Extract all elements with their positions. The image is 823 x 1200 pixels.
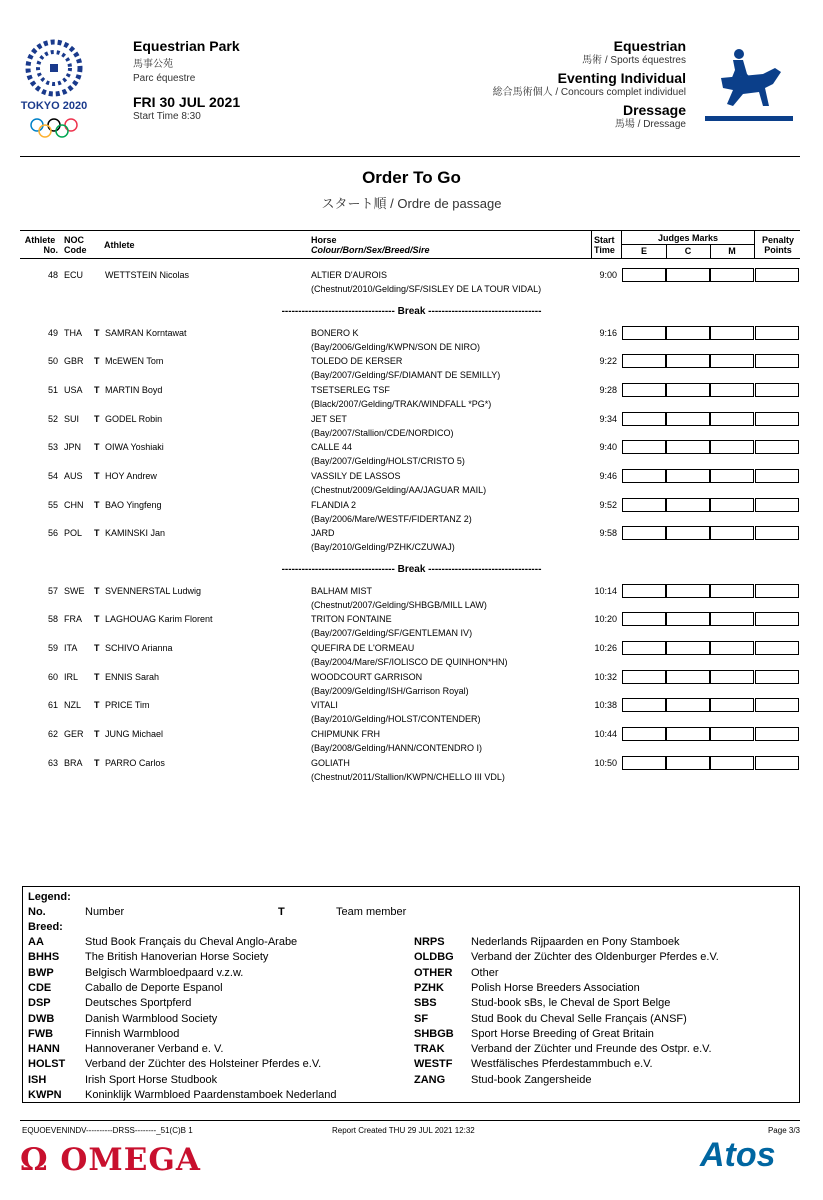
col-divider-start [591, 230, 592, 258]
judge-c-mark-box[interactable] [666, 354, 710, 368]
judge-c-mark-box[interactable] [666, 670, 710, 684]
start-time: 9:16 [599, 328, 617, 338]
judge-e-mark-box[interactable] [622, 670, 666, 684]
athlete-name: HOY Andrew [105, 471, 157, 481]
team-member-flag: T [94, 528, 100, 538]
legend-breed-description: Stud Book du Cheval Selle Français (ANSF) [471, 1012, 687, 1025]
legend-breed-description: Stud-book Zangersheide [471, 1073, 592, 1086]
legend-breed-code: WESTF [414, 1058, 453, 1071]
legend-breed-description: Verband der Züchter des Oldenburger Pferdes e.V. [471, 951, 719, 964]
sport-sub: 馬術 / Sports équestres [582, 55, 686, 66]
noc-code: POL [64, 528, 83, 538]
start-time: 9:28 [599, 385, 617, 395]
judge-m-mark-box[interactable] [710, 440, 754, 454]
col-athlete-no: Athlete No. [24, 235, 58, 255]
penalty-points-box[interactable] [755, 326, 799, 340]
judge-e-mark-box[interactable] [622, 412, 666, 426]
legend-breed-code: SHBGB [414, 1027, 454, 1040]
horse-details: (Chestnut/2011/Stallion/KWPN/CHELLO III VDL) [311, 772, 505, 782]
team-member-flag: T [94, 442, 100, 452]
break-separator: ---------------------------------- Break ---------------------------------- [281, 564, 542, 575]
omega-logo [20, 1142, 201, 1178]
horse-name: JET SET [311, 414, 347, 424]
legend-breed-description: Westfälisches Pferdestammbuch e.V. [471, 1058, 653, 1071]
event-name: Eventing Individual [557, 70, 686, 86]
judge-c-mark-box[interactable] [666, 641, 710, 655]
athlete-no: 48 [47, 270, 58, 280]
horse-details: (Chestnut/2009/Gelding/AA/JAGUAR MAIL) [311, 485, 487, 495]
legend-breed-description: Nederlands Rijpaarden en Pony Stamboek [471, 936, 680, 948]
equestrian-pictogram-icon [703, 44, 795, 124]
athlete-no: 58 [47, 614, 58, 624]
judge-m-mark-box[interactable] [710, 584, 754, 598]
noc-code: JPN [64, 442, 82, 452]
page-title: Order To Go [362, 168, 461, 187]
judge-m-mark-box[interactable] [710, 612, 754, 626]
team-member-flag: T [94, 385, 100, 395]
penalty-points-box[interactable] [755, 727, 799, 741]
athlete-name: JUNG Michael [105, 729, 164, 739]
penalty-points-box[interactable] [755, 469, 799, 483]
legend-breed-code: CDE [28, 981, 52, 994]
athlete-no: 55 [47, 500, 58, 510]
athlete-name: OIWA Yoshiaki [105, 442, 164, 452]
noc-code: FRA [64, 614, 82, 624]
legend-no-value: Number [85, 906, 125, 918]
judge-m-mark-box[interactable] [710, 727, 754, 741]
judge-e-mark-box[interactable] [622, 526, 666, 540]
legend-breed-description: Verband der Züchter des Holsteiner Pferdes e.V. [85, 1058, 322, 1071]
noc-code: THA [64, 328, 82, 338]
legend-breed-title: Breed: [28, 921, 63, 933]
event-date: FRI 30 JUL 2021 [133, 94, 241, 110]
legend-breed-code: DSP [28, 997, 51, 1010]
athlete-name: BAO Yingfeng [105, 500, 162, 510]
athlete-name: McEWEN Tom [105, 356, 164, 366]
horse-name: BALHAM MIST [311, 586, 373, 596]
judge-m-mark-box[interactable] [710, 498, 754, 512]
venue-name: Equestrian Park [133, 38, 240, 54]
penalty-points-box[interactable] [755, 526, 799, 540]
team-member-flag: T [94, 700, 100, 710]
judge-e-mark-box[interactable] [622, 469, 666, 483]
phase-sub: 馬場 / Dressage [614, 119, 686, 130]
judge-e-mark-box[interactable] [622, 354, 666, 368]
judge-e-mark-box[interactable] [622, 440, 666, 454]
team-member-flag: T [94, 614, 100, 624]
legend-breed-description: Caballo de Deporte Espanol [85, 981, 223, 994]
horse-name: QUEFIRA DE L'ORMEAU [311, 643, 415, 653]
noc-code: CHN [64, 500, 84, 510]
judge-m-mark-box[interactable] [710, 670, 754, 684]
horse-name: TRITON FONTAINE [311, 614, 392, 624]
horse-name: JARD [311, 528, 335, 538]
start-time: 10:50 [594, 758, 617, 768]
judge-c-mark-box[interactable] [666, 326, 710, 340]
team-member-flag: T [94, 356, 100, 366]
athlete-no: 60 [47, 672, 58, 682]
table-header-bottom-rule [20, 258, 800, 259]
judge-m-mark-box[interactable] [710, 469, 754, 483]
legend-box [22, 886, 800, 1103]
col-judges-marks: Judges Marks [657, 233, 719, 243]
athlete-no: 63 [47, 758, 58, 768]
legend-breed-description: Stud-book sBs, le Cheval de Sport Belge [471, 997, 671, 1010]
athlete-no: 57 [47, 586, 58, 596]
horse-name: VASSILY DE LASSOS [311, 471, 401, 481]
penalty-points-box[interactable] [755, 498, 799, 512]
judge-e-mark-box[interactable] [622, 383, 666, 397]
judge-m-mark-box[interactable] [710, 268, 754, 282]
penalty-points-box[interactable] [755, 268, 799, 282]
horse-name: GOLIATH [311, 758, 350, 768]
start-time: 9:46 [599, 471, 617, 481]
team-member-flag: T [94, 758, 100, 768]
horse-details: (Bay/2008/Gelding/HANN/CONTENDRO I) [311, 743, 483, 753]
start-time: 9:58 [599, 528, 617, 538]
col-penalty: Penalty Points [761, 235, 794, 255]
horse-details: (Bay/2007/Gelding/SF/DIAMANT DE SEMILLY) [311, 370, 501, 380]
legend-breed-code: HOLST [28, 1058, 66, 1071]
legend-t-key: T [278, 906, 285, 918]
col-start-time: Start Time [594, 235, 615, 255]
horse-name: ALTIER D'AUROIS [311, 270, 388, 280]
footer-divider [20, 1120, 800, 1121]
noc-code: GBR [64, 356, 84, 366]
legend-breed-code: NRPS [414, 936, 445, 948]
athlete-name: SVENNERSTAL Ludwig [105, 586, 202, 596]
athlete-no: 50 [47, 356, 58, 366]
horse-details: (Bay/2010/Gelding/PZHK/CZUWAJ) [311, 542, 455, 552]
judge-m-mark-box[interactable] [710, 412, 754, 426]
horse-name: FLANDIA 2 [311, 500, 357, 510]
horse-details: (Bay/2006/Mare/WESTF/FIDERTANZ 2) [311, 514, 472, 524]
penalty-points-box[interactable] [755, 698, 799, 712]
atos-logo: Atos [700, 1136, 776, 1174]
judge-m-mark-box[interactable] [710, 526, 754, 540]
athlete-name: MARTIN Boyd [105, 385, 163, 395]
legend-breed-description: Hannoveraner Verband e. V. [85, 1043, 224, 1056]
athlete-name: SAMRAN Korntawat [105, 328, 187, 338]
legend-breed-description: Belgisch Warmbloedpaard v.z.w. [85, 966, 244, 979]
start-time: 10:14 [594, 586, 617, 596]
judge-c-mark-box[interactable] [666, 727, 710, 741]
team-member-flag: T [94, 328, 100, 338]
phase-name: Dressage [622, 102, 686, 118]
legend-breed-code: HANN [28, 1043, 60, 1056]
start-time: 10:20 [594, 614, 617, 624]
tokyo-2020-logo [18, 38, 90, 138]
legend-breed-code: SBS [414, 997, 437, 1010]
col-noc: NOC Code [64, 235, 87, 255]
legend-breed-code: BWP [28, 966, 54, 979]
horse-details: (Chestnut/2007/Gelding/SHBGB/MILL LAW) [311, 600, 487, 610]
noc-code: GER [64, 729, 84, 739]
athlete-name: PRICE Tim [105, 700, 150, 710]
athlete-no: 62 [47, 729, 58, 739]
athlete-name: PARRO Carlos [105, 758, 165, 768]
athlete-name: GODEL Robin [105, 414, 163, 424]
judge-m-mark-box[interactable] [710, 641, 754, 655]
athlete-no: 61 [47, 700, 58, 710]
penalty-points-box[interactable] [755, 354, 799, 368]
legend-breed-code: ZANG [414, 1073, 446, 1086]
penalty-points-box[interactable] [755, 584, 799, 598]
horse-details: (Bay/2006/Gelding/KWPN/SON DE NIRO) [311, 342, 481, 352]
athlete-name: ENNIS Sarah [105, 672, 160, 682]
judge-m-mark-box[interactable] [710, 756, 754, 770]
judge-e-mark-box[interactable] [622, 612, 666, 626]
legend-breed-code: TRAK [414, 1043, 445, 1056]
legend-breed-code: KWPN [28, 1089, 62, 1101]
start-time: 10:44 [594, 729, 617, 739]
athlete-no: 49 [47, 328, 58, 338]
horse-details: (Bay/2007/Stallion/CDE/NORDICO) [311, 428, 454, 438]
legend-breed-code: ISH [28, 1073, 47, 1086]
start-time: 10:32 [594, 672, 617, 682]
report-created: Report Created THU 29 JUL 2021 12:32 [332, 1126, 475, 1135]
start-time: 10:38 [594, 700, 617, 710]
horse-details: (Black/2007/Gelding/TRAK/WINDFALL *PG*) [311, 399, 492, 409]
horse-name: WOODCOURT GARRISON [311, 672, 423, 682]
legend-breed-code: OTHER [414, 966, 453, 979]
athlete-no: 56 [47, 528, 58, 538]
penalty-points-box[interactable] [755, 641, 799, 655]
noc-code: SWE [64, 586, 85, 596]
penalty-points-box[interactable] [755, 756, 799, 770]
judge-e-mark-box[interactable] [622, 756, 666, 770]
legend-breed-code: DWB [28, 1012, 55, 1025]
judge-e-mark-box[interactable] [622, 268, 666, 282]
team-member-flag: T [94, 672, 100, 682]
noc-code: SUI [64, 414, 80, 424]
judge-c-mark-box[interactable] [666, 698, 710, 712]
judge-c-mark-box[interactable] [666, 526, 710, 540]
noc-code: ITA [64, 643, 78, 653]
legend-t-value: Team member [336, 906, 407, 918]
judge-c-mark-box[interactable] [666, 498, 710, 512]
horse-details: (Chestnut/2010/Gelding/SF/SISLEY DE LA TOUR VIDAL) [311, 284, 542, 294]
venue-block [133, 38, 240, 124]
legend-breed-code: OLDBG [414, 951, 454, 964]
legend-breed-description: Polish Horse Breeders Association [471, 981, 640, 994]
athlete-name: WETTSTEIN Nicolas [105, 270, 190, 280]
judges-sub-rule [622, 244, 754, 245]
judge-e-mark-box[interactable] [622, 698, 666, 712]
col-athlete: Athlete [104, 240, 135, 250]
col-judge-c: C [684, 246, 692, 256]
horse-name: TOLEDO DE KERSER [311, 356, 403, 366]
horse-details: (Bay/2004/Mare/SF/IOLISCO DE QUINHON*HN) [311, 657, 508, 667]
judge-e-mark-box[interactable] [622, 584, 666, 598]
legend-breed-description: Verband der Züchter und Freunde des Ostpr. e.V. [471, 1043, 712, 1056]
judge-c-mark-box[interactable] [666, 469, 710, 483]
athlete-no: 53 [47, 442, 58, 452]
col-judge-m: M [728, 246, 736, 256]
legend-no-key: No. [28, 906, 46, 918]
athlete-no: 54 [47, 471, 58, 481]
venue-name-ja: 馬事公苑 [133, 59, 173, 70]
legend-breed-description: The British Hanoverian Horse Society [85, 951, 269, 964]
legend-breed-description: Irish Sport Horse Studbook [85, 1073, 218, 1086]
team-member-flag: T [94, 414, 100, 424]
legend-breed-description: Danish Warmblood Society [85, 1012, 218, 1025]
tokyo-2020-text: TOKYO 2020 [20, 100, 88, 112]
col-divider-penalty [754, 230, 755, 258]
col-judge-e: E [640, 246, 647, 256]
penalty-points-box[interactable] [755, 383, 799, 397]
noc-code: AUS [64, 471, 83, 481]
judge-m-mark-box[interactable] [710, 383, 754, 397]
horse-details: (Bay/2010/Gelding/HOLST/CONTENDER) [311, 714, 481, 724]
judge-c-mark-box[interactable] [666, 412, 710, 426]
penalty-points-box[interactable] [755, 412, 799, 426]
report-code: EQUOEVENINDV----------DRSS--------_51(C)B 1 [22, 1126, 193, 1135]
athlete-no: 51 [47, 385, 58, 395]
horse-details: (Bay/2007/Gelding/SF/GENTLEMAN IV) [311, 628, 473, 638]
header-divider [20, 156, 800, 157]
team-member-flag: T [94, 586, 100, 596]
start-time: 9:22 [599, 356, 617, 366]
athlete-name: SCHIVO Arianna [105, 643, 173, 653]
col-horse: Horse Colour/Born/Sex/Breed/Sire [311, 235, 430, 255]
judge-m-mark-box[interactable] [710, 354, 754, 368]
legend-breed-code: SF [414, 1012, 429, 1025]
judge-e-mark-box[interactable] [622, 326, 666, 340]
break-separator: ---------------------------------- Break ---------------------------------- [281, 306, 542, 317]
noc-code: IRL [64, 672, 79, 682]
judge-c-mark-box[interactable] [666, 383, 710, 397]
horse-name: CALLE 44 [311, 442, 353, 452]
judge-m-mark-box[interactable] [710, 698, 754, 712]
athlete-no: 59 [47, 643, 58, 653]
sport-name: Equestrian [613, 38, 686, 54]
legend-breed-code: PZHK [414, 981, 444, 994]
team-member-flag: T [94, 500, 100, 510]
start-time: 9:00 [599, 270, 617, 280]
page-number: Page 3/3 [767, 1126, 800, 1135]
judge-e-mark-box[interactable] [622, 498, 666, 512]
legend-breed-description: Finnish Warmblood [85, 1027, 180, 1040]
legend-breed-description: Deutsches Sportpferd [85, 997, 192, 1010]
event-sub: 総合馬術個人 / Concours complet individuel [492, 87, 686, 98]
noc-code: BRA [64, 758, 83, 768]
start-time: 9:40 [599, 442, 617, 452]
team-member-flag: T [94, 471, 100, 481]
horse-name: CHIPMUNK FRH [311, 729, 380, 739]
legend-breed-description: Koninklijk Warmbloed Paardenstamboek Nederland [85, 1089, 337, 1101]
athlete-no: 52 [47, 414, 58, 424]
page-subtitle: スタート順 / Ordre de passage [321, 196, 502, 211]
team-member-flag: T [94, 643, 100, 653]
event-block [493, 38, 686, 132]
noc-code: NZL [64, 700, 82, 710]
omega-symbol-icon: Ω [20, 1142, 49, 1178]
judge-c-mark-box[interactable] [666, 268, 710, 282]
athlete-name: KAMINSKI Jan [105, 528, 166, 538]
horse-details: (Bay/2007/Gelding/HOLST/CRISTO 5) [311, 456, 465, 466]
olympic-rings-icon [28, 118, 80, 138]
start-time: Start Time 8:30 [133, 111, 201, 122]
horse-name: TSETSERLEG TSF [311, 385, 390, 395]
judge-e-mark-box[interactable] [622, 727, 666, 741]
legend-breed-description: Sport Horse Breeding of Great Britain [471, 1027, 654, 1040]
omega-logo-text: OMEGA [60, 1142, 201, 1178]
athlete-name: LAGHOUAG Karim Florent [105, 614, 213, 624]
judge-c-mark-box[interactable] [666, 440, 710, 454]
legend-breed-description: Stud Book Français du Cheval Anglo-Arabe [85, 936, 298, 948]
start-time: 9:52 [599, 500, 617, 510]
judge-m-mark-box[interactable] [710, 326, 754, 340]
penalty-points-box[interactable] [755, 670, 799, 684]
judge-c-mark-box[interactable] [666, 756, 710, 770]
judge-c-mark-box[interactable] [666, 612, 710, 626]
noc-code: ECU [64, 270, 84, 280]
venue-name-fr: Parc équestre [133, 73, 196, 84]
penalty-points-box[interactable] [755, 612, 799, 626]
legend-breed-code: AA [28, 936, 44, 948]
judge-e-mark-box[interactable] [622, 641, 666, 655]
table-header-top-rule [20, 230, 800, 231]
noc-code: USA [64, 385, 83, 395]
penalty-points-box[interactable] [755, 440, 799, 454]
start-time: 9:34 [599, 414, 617, 424]
legend-title: Legend: [28, 891, 71, 903]
legend-breed-code: BHHS [28, 951, 60, 964]
horse-name: BONERO K [311, 328, 359, 338]
legend-breed-code: FWB [28, 1027, 54, 1040]
legend-breed-description: Other [471, 966, 499, 979]
horse-details: (Bay/2009/Gelding/ISH/Garrison Royal) [311, 686, 469, 696]
judge-c-mark-box[interactable] [666, 584, 710, 598]
horse-name: VITALI [311, 700, 338, 710]
team-member-flag: T [94, 729, 100, 739]
start-time: 10:26 [594, 643, 617, 653]
